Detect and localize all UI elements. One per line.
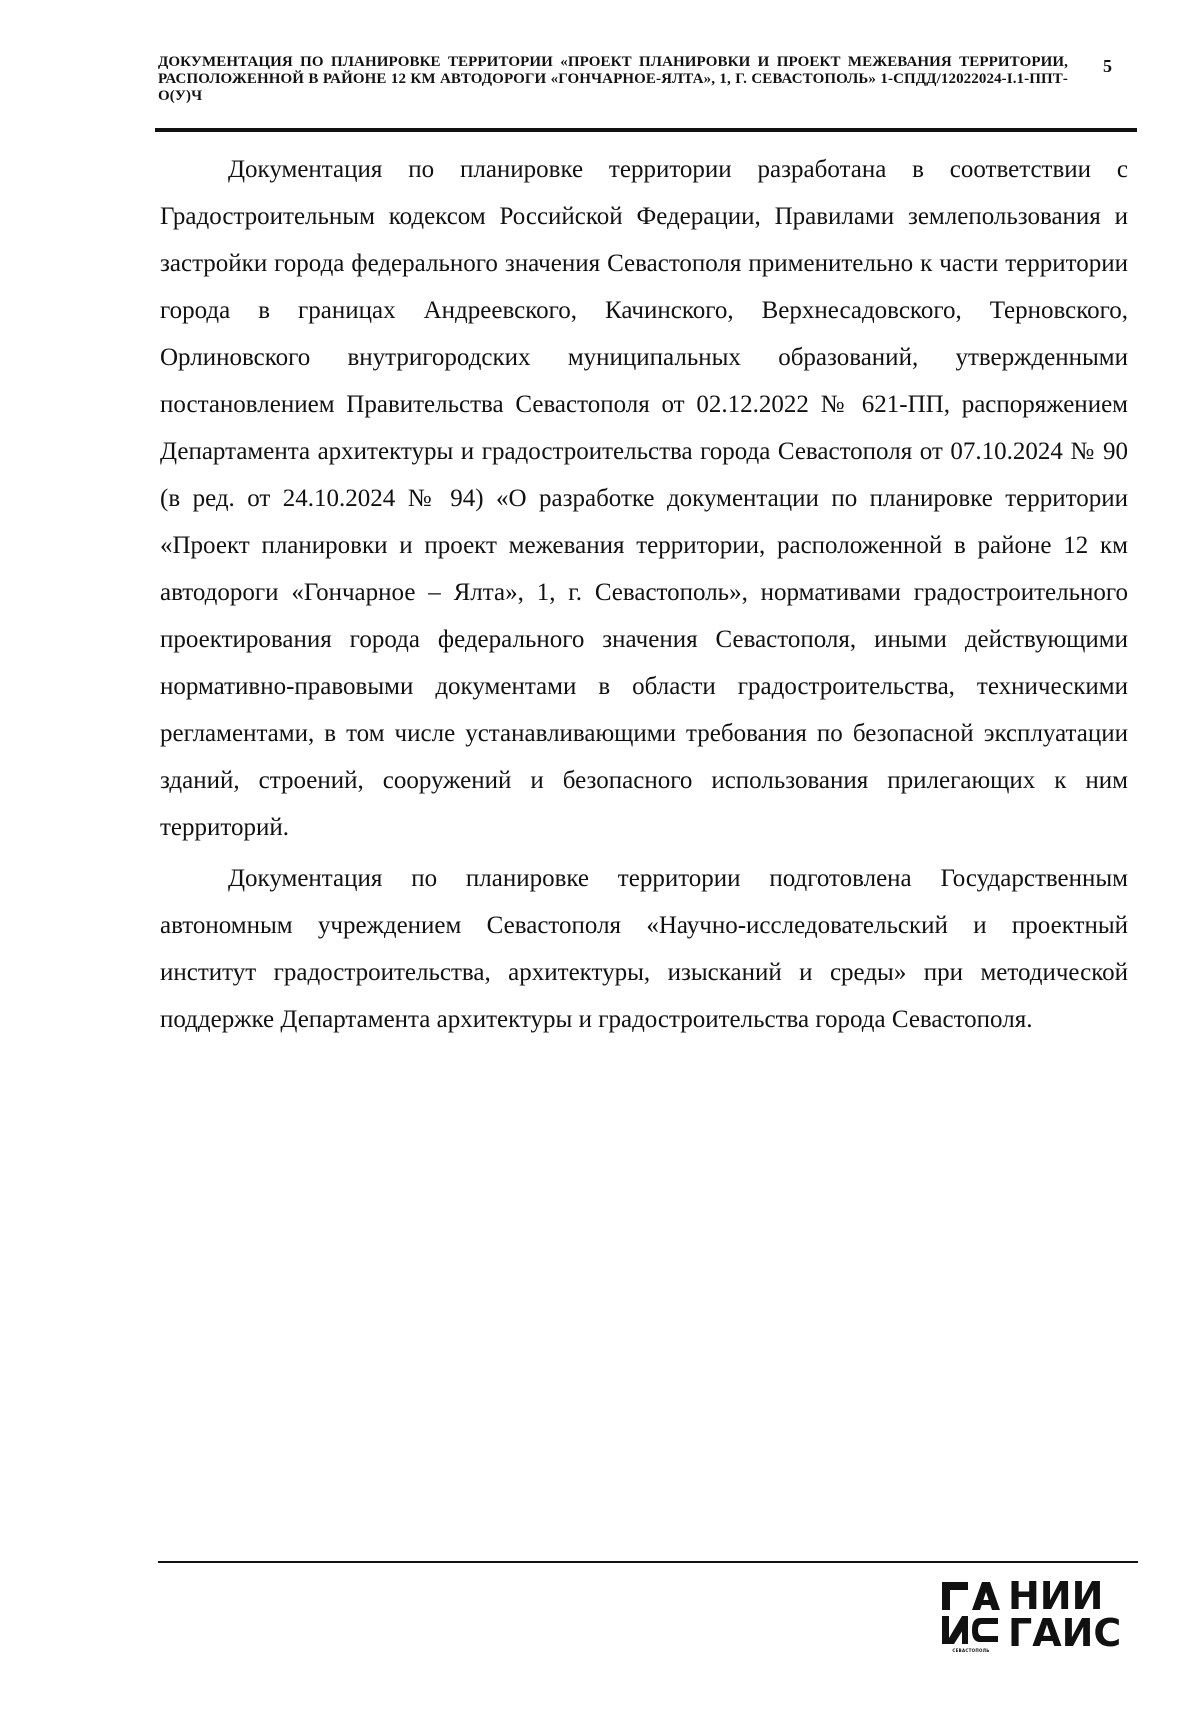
paragraph: Документация по планировке территории разработана в соответствии с Градостроительным кодексом Российской Федерации, Правилами землепользования и застройки города федерального значения Севастополя применительно к части территории города в границах Андреевского, Качинского, Верхнесадовского, Терновского, Орлиновского внутригородских муниципальных образований, утвержденными постановлением Правительства Севастополя от 02.12.2022 № 621-ПП, распоряжением Департамента архитектуры и градостроительства города Севастополя от 07.10.2024 № 90 (в ред. от 24.10.2024 № 94) «О разработке документации по планировке территории «Проект планировки и проект межевания территории, расположенной в районе 12 км автодороги «Гончарное – Ялта», 1, г. Севастополь», нормативами градостроительного проектирования города федерального значения Севастополя, иными действующими нормативно-правовыми документами в области градостроительства, техническими регламентами, в том числе устанавливающими требования по безопасной эксплуатации зданий, строений, сооружений и безопасного использования прилегающих к ним территорий. <box>160 156 1128 841</box>
logo-caption: СЕВАСТОПОЛЬ <box>952 1648 990 1653</box>
logo-line-2: ГАИС <box>1008 1611 1122 1655</box>
document-body <box>160 146 1128 1047</box>
document-header <box>158 54 1068 105</box>
footer-divider <box>158 1561 1138 1563</box>
header-divider <box>155 128 1137 132</box>
logo-line-1: НИИ <box>1008 1574 1104 1618</box>
page-number: 5 <box>1103 56 1112 76</box>
paragraph: Документация по планировке территории подготовлена Государственным автономным учреждением Севастополя «Научно-исследовательский и проектный институт градостроительства, архитектуры, изысканий и среды» при методической поддержке Департамента архитектуры и градостроительства города Севастополя. <box>160 865 1128 1033</box>
header-title: ДОКУМЕНТАЦИЯ ПО ПЛАНИРОВКЕ ТЕРРИТОРИИ «ПРОЕКТ ПЛАНИРОВКИ И ПРОЕКТ МЕЖЕВАНИЯ ТЕРРИТОРИИ, РАСПОЛОЖЕННОЙ В РАЙОНЕ 12 КМ АВТОДОРОГИ «ГОНЧАРНОЕ-ЯЛТА», 1, Г. СЕВАСТОПОЛЬ» 1-СПДД/12022024-I.1-ППТ-О(У)Ч <box>158 54 1068 104</box>
gais-logo-mark-icon <box>940 1578 1002 1652</box>
logo-wordmark <box>1008 1574 1130 1655</box>
organization-logo <box>940 1574 1130 1658</box>
